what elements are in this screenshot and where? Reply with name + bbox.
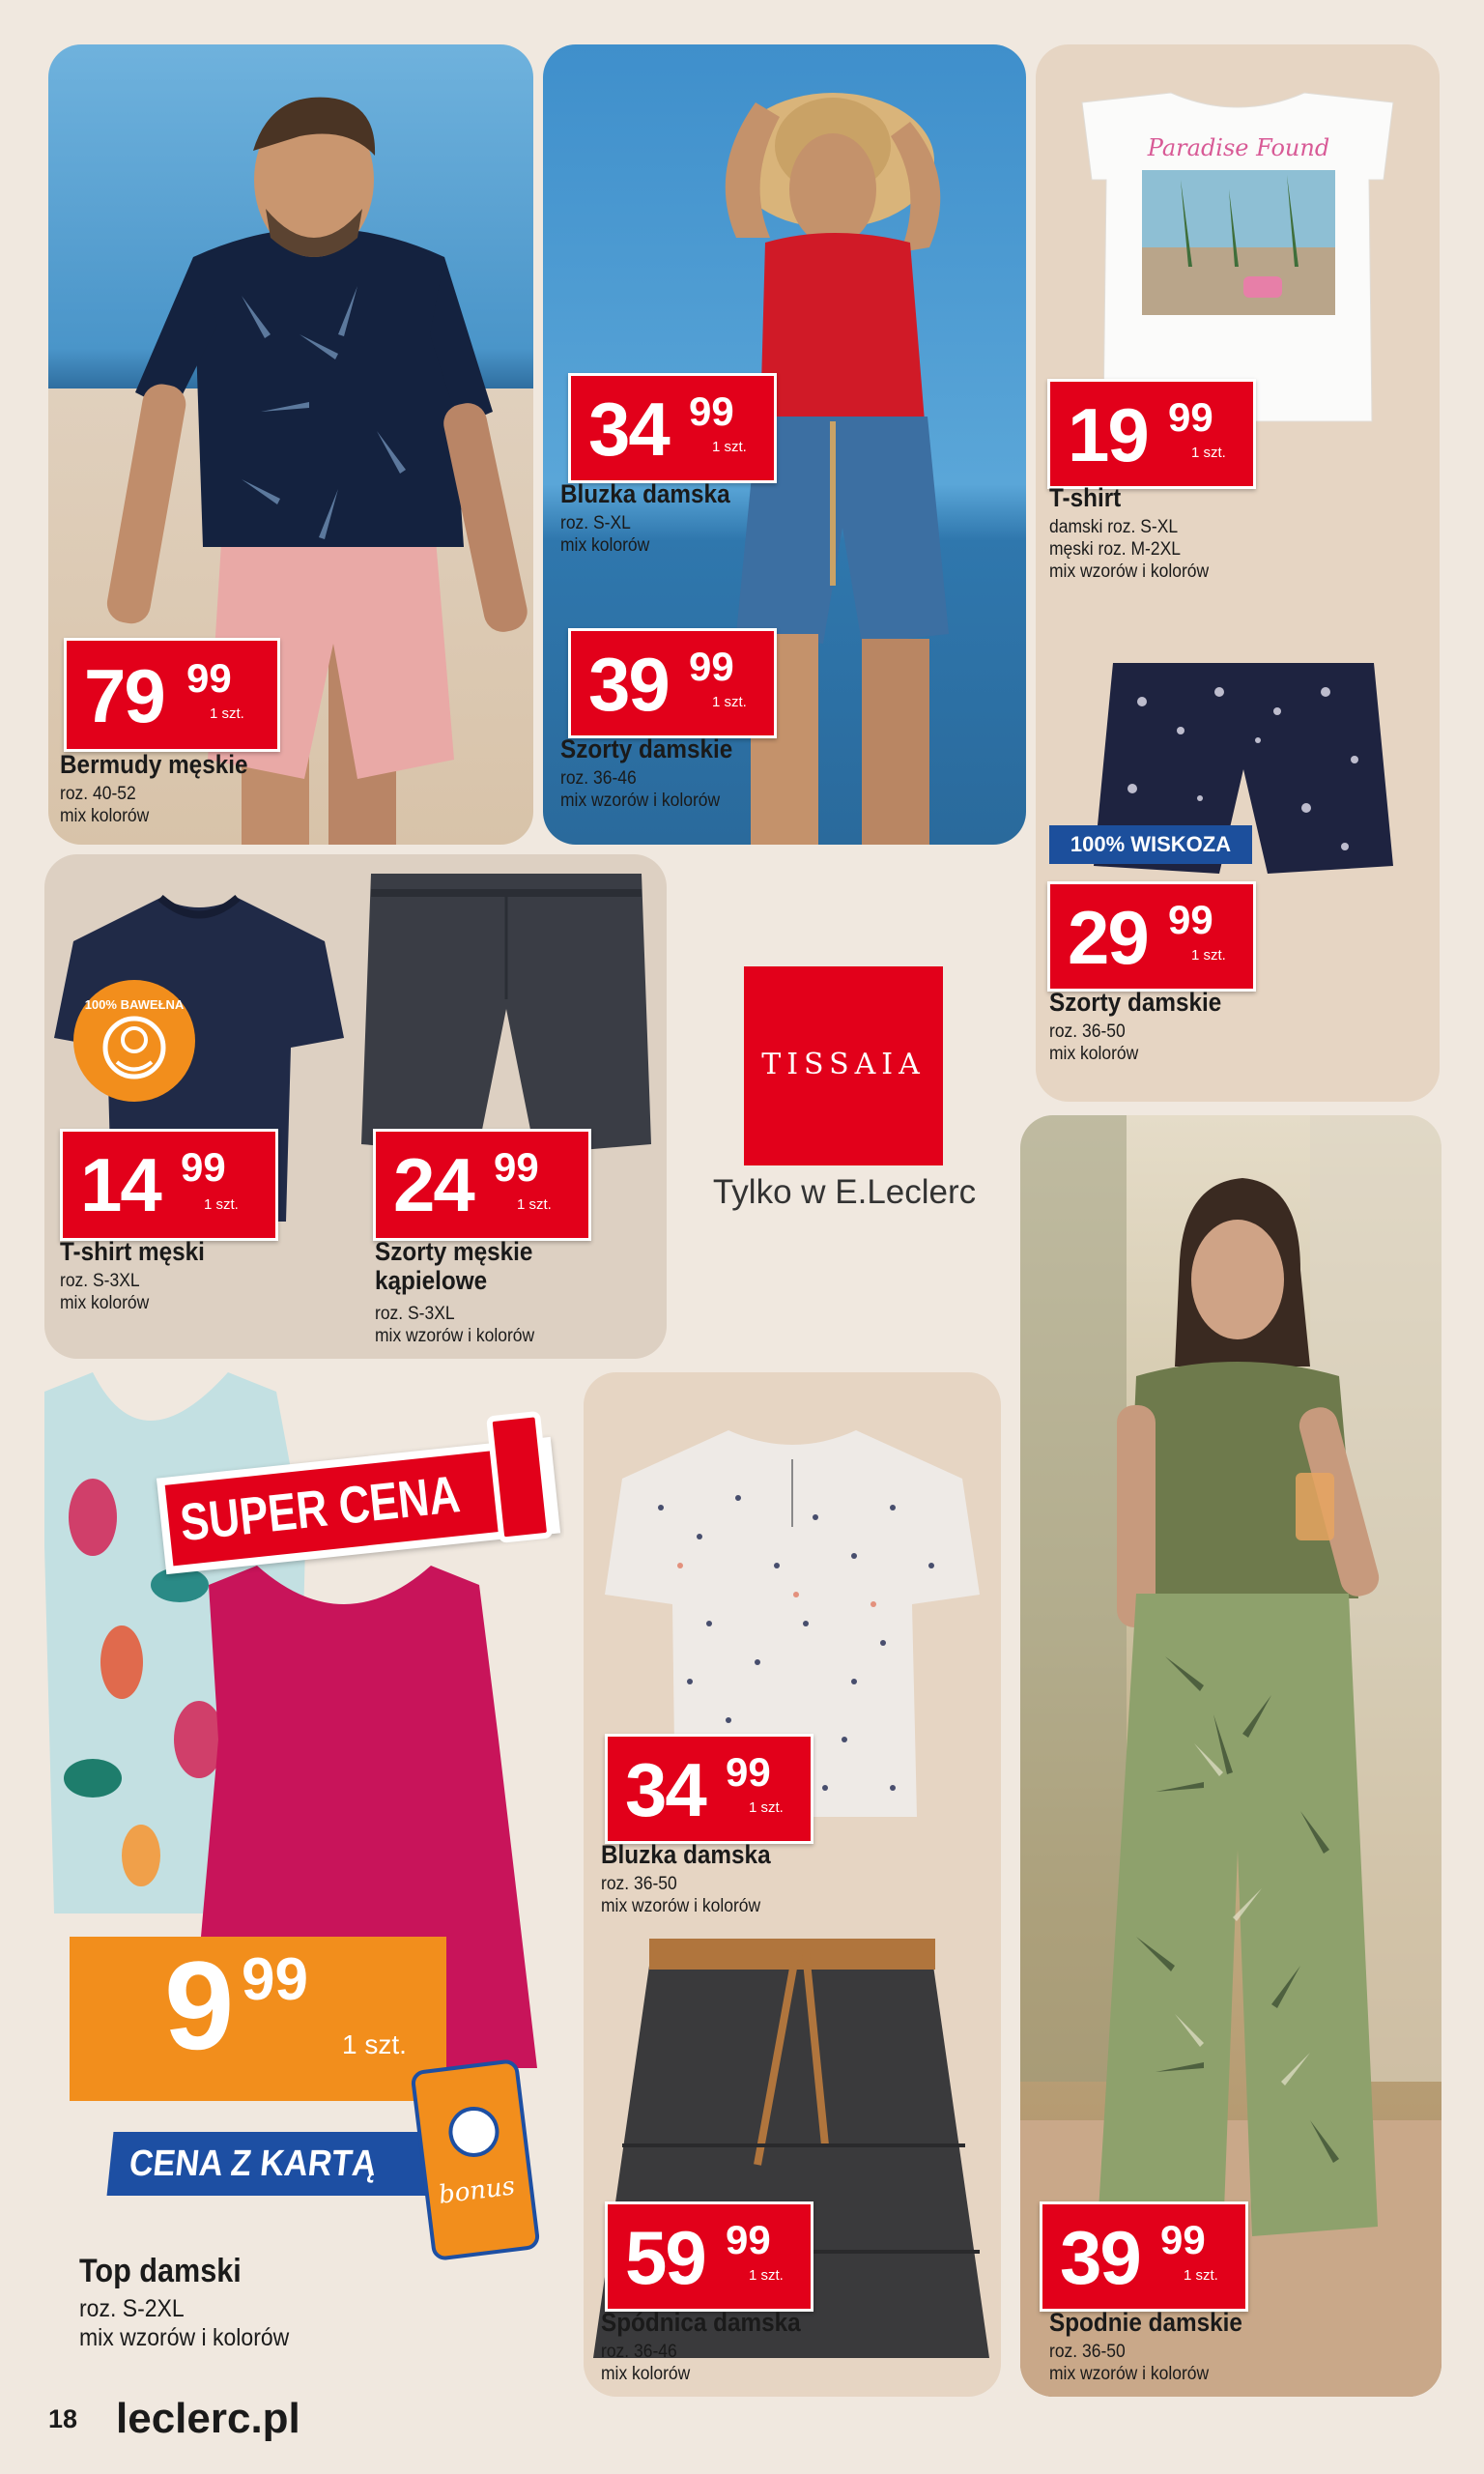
price-dec: 99 — [242, 1946, 308, 2013]
card-price-label-text: CENA Z KARTĄ — [127, 2143, 379, 2184]
panel-top-damski[interactable] — [35, 1372, 564, 2399]
price-dec: 99 — [1168, 897, 1213, 942]
price-dec: 99 — [726, 2217, 771, 2262]
panel-bluzka-spodnica[interactable] — [584, 1372, 1001, 2397]
badge-100-wiskoza: 100% WISKOZA — [1049, 825, 1252, 864]
price-unit: 1 szt. — [210, 705, 244, 722]
badge-bawelna — [73, 980, 195, 1102]
price-int: 19 — [1068, 392, 1148, 477]
product-name-szorty2: Szorty damskie — [1049, 988, 1222, 1017]
product-desc-spodnica: roz. 36-46 mix kolorów — [601, 2342, 691, 2384]
panel-beach-woman[interactable] — [543, 44, 1026, 845]
price-dec: 99 — [689, 644, 734, 689]
price-int: 9 — [164, 1935, 235, 2076]
price-unit: 1 szt. — [1191, 947, 1226, 964]
price-int: 34 — [588, 387, 669, 472]
product-name-spodnie: Spodnie damskie — [1049, 2308, 1242, 2337]
price-int: 29 — [1068, 895, 1148, 980]
price-dec: 99 — [181, 1144, 226, 1190]
price-dec: 99 — [494, 1144, 539, 1190]
price-int: 79 — [84, 653, 164, 738]
price-unit: 1 szt. — [204, 1196, 239, 1213]
tissaia-logo-text: TISSAIA — [761, 1048, 926, 1081]
product-desc-szorty1: roz. 36-46 mix wzorów i kolorów — [560, 768, 721, 811]
product-desc-szorty2: roz. 36-50 mix kolorów — [1049, 1021, 1139, 1064]
site-link[interactable]: leclerc.pl — [116, 2395, 300, 2442]
price-tag-bermudy — [64, 638, 280, 752]
product-name-bermudy: Bermudy męskie — [60, 750, 248, 779]
price-tag-szorty1 — [568, 628, 777, 738]
price-unit: 1 szt. — [749, 1799, 784, 1816]
panel-spodnie[interactable] — [1020, 1115, 1441, 2397]
product-name-top: Top damski — [79, 2253, 242, 2289]
price-dec: 99 — [726, 1749, 771, 1795]
tshirt-print-title: Paradise Found — [1147, 134, 1330, 161]
price-tag-tshirt-w — [1047, 379, 1256, 489]
price-unit: 1 szt. — [749, 2267, 784, 2284]
product-desc-bluzka2: roz. 36-50 mix wzorów i kolorów — [601, 1874, 761, 1916]
panel-tshirt-szorty[interactable] — [1036, 44, 1440, 1102]
price-int: 39 — [588, 642, 669, 727]
mens-shorts-image — [352, 854, 661, 1173]
price-tag-tshirt-m — [60, 1129, 278, 1241]
price-unit: 1 szt. — [342, 2029, 407, 2059]
price-unit: 1 szt. — [712, 694, 747, 710]
tshirt-white-image — [1036, 44, 1440, 431]
price-tag-szorty-m — [373, 1129, 591, 1241]
product-name-tshirt-m: T-shirt męski — [60, 1237, 205, 1266]
product-desc-szorty-m: roz. S-3XL mix wzorów i kolorów — [375, 1304, 535, 1346]
product-desc-tshirt-w: damski roz. S-XL męski roz. M-2XL mix wzorów i kolorów — [1049, 517, 1210, 582]
product-desc-top: roz. S-2XL mix wzorów i kolorów — [79, 2295, 290, 2351]
leclerc-l-icon — [445, 2104, 501, 2160]
product-name-bluzka2: Bluzka damska — [601, 1840, 771, 1869]
price-dec: 99 — [1160, 2217, 1206, 2262]
price-dec: 99 — [186, 655, 232, 701]
price-unit: 1 szt. — [712, 439, 747, 455]
price-int: 34 — [625, 1747, 705, 1832]
product-desc-spodnie: roz. 36-50 mix wzorów i kolorów — [1049, 2342, 1210, 2384]
product-desc-bermudy: roz. 40-52 mix kolorów — [60, 784, 150, 826]
panel-bermudy[interactable] — [48, 44, 533, 845]
product-desc-bluzka1: roz. S-XL mix kolorów — [560, 513, 650, 556]
product-name-spodnica: Spódnica damska — [601, 2308, 801, 2337]
product-name-tshirt-w: T-shirt — [1049, 483, 1122, 512]
page-number: 18 — [48, 2404, 78, 2433]
price-tag-spodnie — [1040, 2201, 1248, 2312]
price-int: 59 — [625, 2215, 705, 2300]
price-tag-bluzka2 — [605, 1734, 813, 1844]
bonus-card — [410, 2058, 540, 2261]
price-unit: 1 szt. — [517, 1196, 552, 1213]
price-unit: 1 szt. — [1184, 2267, 1218, 2284]
tissaia-logo — [744, 966, 943, 1165]
badge-bawelna-text: 100% BAWEŁNA — [84, 997, 185, 1012]
price-unit: 1 szt. — [1191, 445, 1226, 461]
price-tag-bluzka1 — [568, 373, 777, 483]
card-price-block — [70, 1937, 446, 2101]
price-tag-szorty2 — [1047, 881, 1256, 992]
product-name-szorty-m: Szorty męskie kąpielowe — [375, 1237, 533, 1295]
bonus-text: bonus — [437, 2172, 517, 2210]
panel-mens[interactable] — [44, 854, 667, 1359]
price-tag-spodnica — [605, 2201, 813, 2312]
price-dec: 99 — [1168, 394, 1213, 440]
price-dec: 99 — [689, 388, 734, 434]
product-name-bluzka1: Bluzka damska — [560, 479, 730, 508]
product-desc-tshirt-m: roz. S-3XL mix kolorów — [60, 1271, 150, 1313]
product-name-szorty1: Szorty damskie — [560, 734, 733, 763]
price-int: 24 — [393, 1142, 473, 1227]
super-cena-text: SUPER CENA — [177, 1465, 463, 1553]
price-int: 39 — [1060, 2215, 1140, 2300]
price-int: 14 — [80, 1142, 160, 1227]
tissaia-tagline: Tylko w E.Leclerc — [712, 1173, 977, 1211]
